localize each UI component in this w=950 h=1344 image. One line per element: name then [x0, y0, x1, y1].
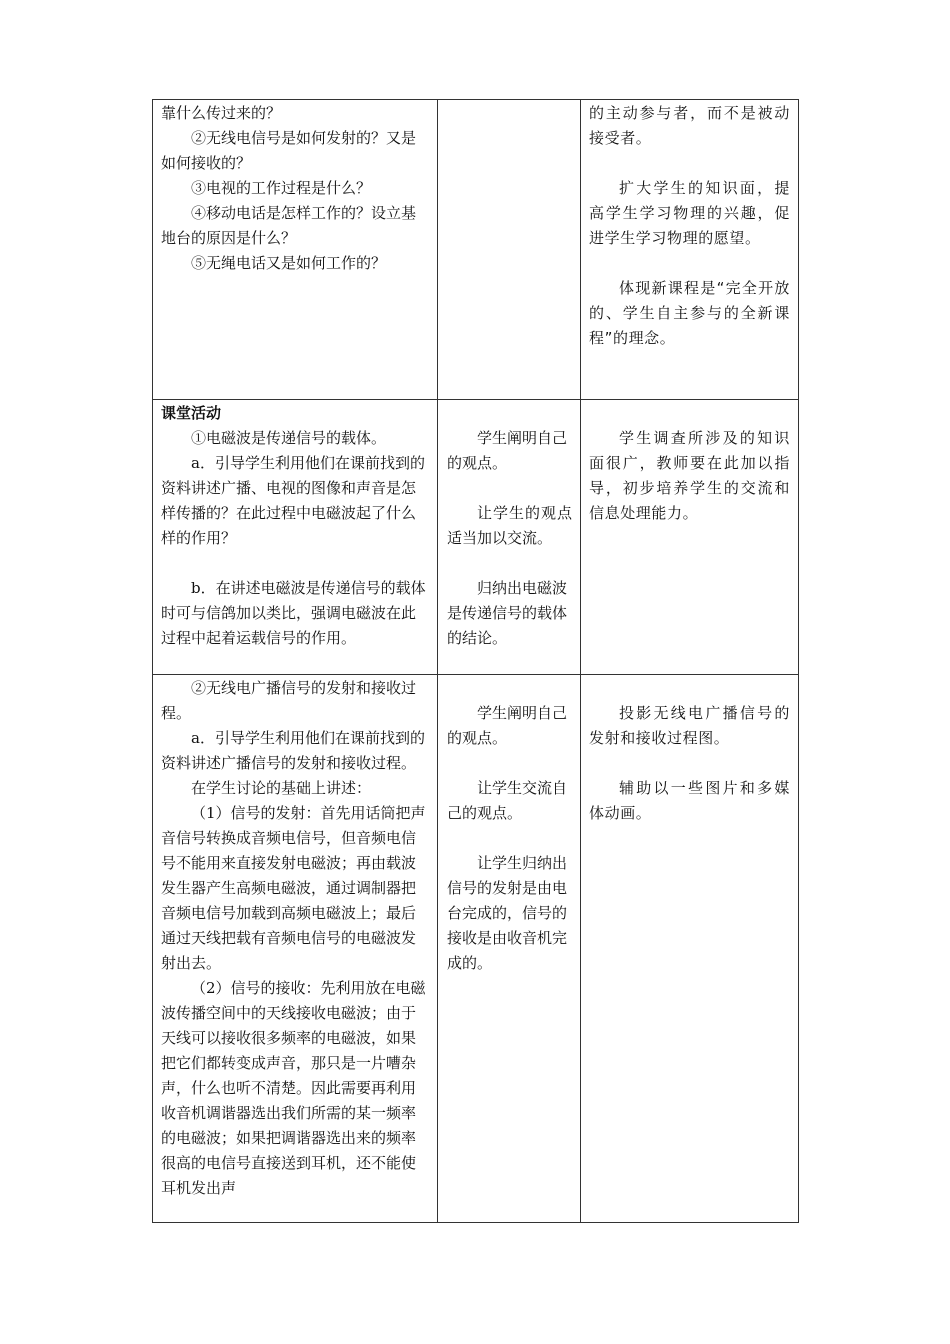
content-cell [153, 100, 438, 400]
text-line: 归纳出电磁波是传递信号的载体的结论。 [447, 579, 568, 647]
text-line: （1）信号的发射：首先用话筒把声音信号转换成音频电信号，但音频电信号不能用来直接发射电磁波；再由载波发生器产生高频电磁波，通过调制器把音频电信号加载到高频电磁波上；最后通过天线把载有音频电信号的电磁波发射出去。 [161, 804, 426, 972]
content-cell [153, 400, 438, 675]
text-line: 让学生归纳出信号的发射是由电台完成的，信号的接收是由收音机完成的。 [447, 854, 568, 972]
table-row [153, 400, 799, 675]
text-line: （2）信号的接收：先利用放在电磁波传播空间中的天线接收电磁波；由于天线可以接收很多频率的电磁波，如果把它们都转变成声音，那只是一片嘈杂声，什么也听不清楚。因此需要再利用收音机调谐器选出我们所需的某一频率的电磁波；如果把调谐器选出来的频率很高的电信号直接送到耳机，还不能使耳机发出声 [161, 979, 426, 1197]
text-line: 体现新课程是“完全开放的、学生自主参与的全新课程”的理念。 [589, 279, 790, 347]
text-line: 在学生讨论的基础上讲述： [191, 779, 372, 797]
table-row [153, 675, 799, 1223]
text-line: 学生阐明自己的观点。 [447, 429, 568, 472]
lesson-plan-table [152, 99, 799, 1223]
design-intent-cell [581, 100, 799, 400]
design-intent-cell [581, 400, 799, 675]
section-heading: 课堂活动 [161, 404, 222, 422]
text-line: 扩大学生的知识面，提高学生学习物理的兴趣，促进学生学习物理的愿望。 [589, 179, 790, 247]
text-line: a．引导学生利用他们在课前找到的资料讲述广播、电视的图像和声音是怎样传播的？在此过程中电磁波起了什么样的作用？ [161, 454, 425, 547]
text-line: ⑤无绳电话又是如何工作的？ [191, 254, 387, 272]
text-line: 的主动参与者，而不是被动接受者。 [589, 104, 790, 147]
text-line: ①电磁波是传递信号的载体。 [191, 429, 387, 447]
text-line: 让学生的观点适当加以交流。 [447, 504, 572, 547]
content-cell [153, 675, 438, 1223]
student-activity-cell [438, 100, 581, 400]
text-line: ③电视的工作过程是什么？ [191, 179, 372, 197]
text-line: ②无线电广播信号的发射和接收过程。 [161, 679, 417, 722]
student-activity-cell [438, 675, 581, 1223]
text-line: b．在讲述电磁波是传递信号的载体时可与信鸽加以类比，强调电磁波在此过程中起着运载信号的作用。 [161, 579, 426, 647]
text-line: ②无线电信号是如何发射的？又是如何接收的？ [161, 129, 417, 172]
design-intent-cell [581, 675, 799, 1223]
text-line: 学生阐明自己的观点。 [447, 704, 568, 747]
text-line: 学生调查所涉及的知识面很广，教师要在此加以指导，初步培养学生的交流和信息处理能力。 [589, 429, 790, 522]
student-activity-cell [438, 400, 581, 675]
table-row [153, 100, 799, 400]
text-line: 靠什么传过来的？ [161, 104, 282, 122]
text-line: a．引导学生利用他们在课前找到的资料讲述广播信号的发射和接收过程。 [161, 729, 425, 772]
text-line: 让学生交流自己的观点。 [447, 779, 568, 822]
text-line: 投影无线电广播信号的发射和接收过程图。 [589, 704, 790, 747]
text-line: 辅助以一些图片和多媒体动画。 [589, 779, 790, 822]
text-line: ④移动电话是怎样工作的？设立基地台的原因是什么？ [161, 204, 417, 247]
